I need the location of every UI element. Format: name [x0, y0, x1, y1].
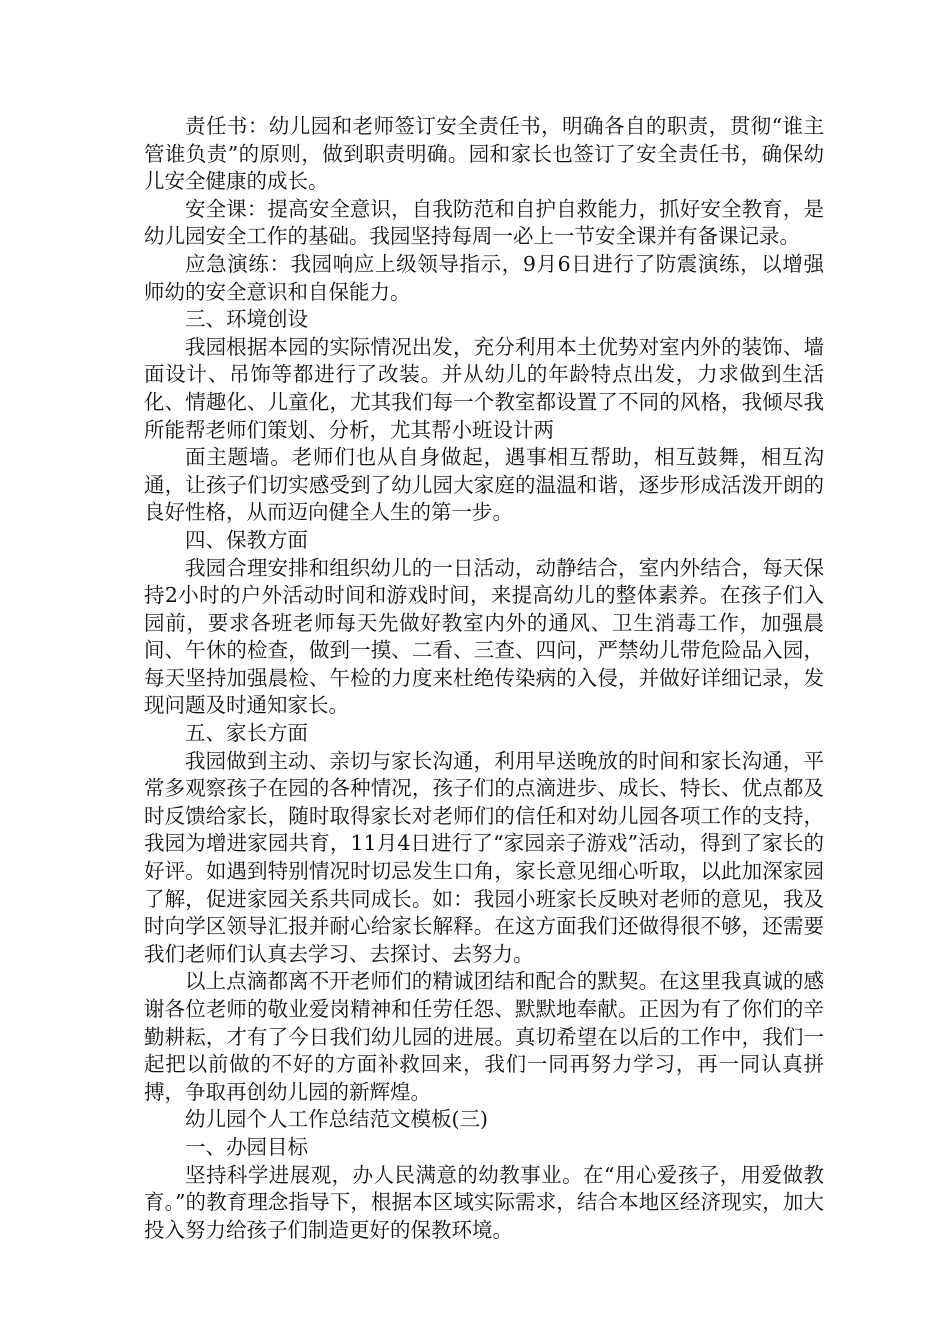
paragraph-emergency-drill: 应急演练：我园响应上级领导指示，9月6日进行了防震演练，以增强师幼的安全意识和自保能力。	[144, 251, 824, 304]
paragraph-theme-wall: 面主题墙。老师们也从自身做起，遇事相互帮助，相互鼓舞，相互沟通，让孩子们切实感受到了幼儿园大家庭的温温和谐，逐步形成活泼开朗的良好性格，从而迈向健全人生的第一步。	[144, 445, 824, 525]
heading-environment: 三、环境创设	[185, 307, 308, 332]
heading-care-education: 四、保教方面	[185, 527, 308, 552]
paragraph-responsibility: 责任书：幼儿园和老师签订安全责任书，明确各自的职责，贯彻“谁主管谁负责”的原则，做到职责明确。园和家长也签订了安全责任书，确保幼儿安全健康的成长。	[144, 114, 824, 194]
document-page	[144, 113, 824, 1244]
paragraph-school-goal: 坚持科学进展观，办人民满意的幼教事业。在“用心爱孩子，用爱做教育。”的教育理念指导下，根据本区域实际需求，结合本地区经济现实，加大投入努力给孩子们制造更好的保教环境。	[144, 1162, 824, 1242]
section-title-template-three: 幼儿园个人工作总结范文模板(三)	[185, 1107, 488, 1132]
heading-parents: 五、家长方面	[185, 721, 308, 746]
paragraph-environment: 我园根据本园的实际情况出发，充分利用本土优势对室内外的装饰、墙面设计、吊饰等都进行了改装。并从幼儿的年龄特点出发，力求做到生活化、情趣化、儿童化，尤其我们每一个教室都设置了不同的风格，我倾尽我所能帮老师们策划、分析，尤其帮小班设计两	[144, 334, 824, 442]
paragraph-parents: 我园做到主动、亲切与家长沟通，利用早送晚放的时间和家长沟通，平常多观察孩子在园的各种情况，孩子们的点滴进步、成长、特长、优点都及时反馈给家长，随时取得家长对老师们的信任和对幼儿园各项工作的支持，我园为增进家园共育，11月4日进行了“家园亲子游戏”活动，得到了家长的好评。如遇到特别情况时切忌发生口角，家长意见细心听取，以此加深家园了解，促进家园关系共同成长。如：我园小班家长反映对老师的意见，我及时向学区领导汇报并耐心给家长解释。在这方面我们还做得很不够，还需要我们老师们认真去学习、去探讨、去努力。	[144, 748, 824, 966]
heading-school-goal: 一、办园目标	[185, 1134, 308, 1159]
paragraph-care-education: 我园合理安排和组织幼儿的一日活动，动静结合，室内外结合，每天保持2小时的户外活动时间和游戏时间，来提高幼儿的整体素养。在孩子们入园前，要求各班老师每天先做好教室内外的通风、卫生消毒工作，加强晨间、午休的检查，做到一摸、二看、三查、四问，严禁幼儿带危险品入园，每天坚持加强晨检、午检的力度来杜绝传染病的入侵，并做好详细记录，发现问题及时通知家长。	[144, 555, 824, 718]
paragraph-conclusion: 以上点滴都离不开老师们的精诚团结和配合的默契。在这里我真诚的感谢各位老师的敬业爱岗精神和任劳任怨、默默地奉献。正因为有了你们的辛勤耕耘，才有了今日我们幼儿园的进展。真切希望在以后的工作中，我们一起把以前做的不好的方面补救回来，我们一同再努力学习，再一同认真拼搏，争取再创幼儿园的新辉煌。	[144, 969, 824, 1104]
paragraph-safety-class: 安全课：提高安全意识，自我防范和自护自救能力，抓好安全教育，是幼儿园安全工作的基础。我园坚持每周一必上一节安全课并有备课记录。	[144, 196, 824, 249]
